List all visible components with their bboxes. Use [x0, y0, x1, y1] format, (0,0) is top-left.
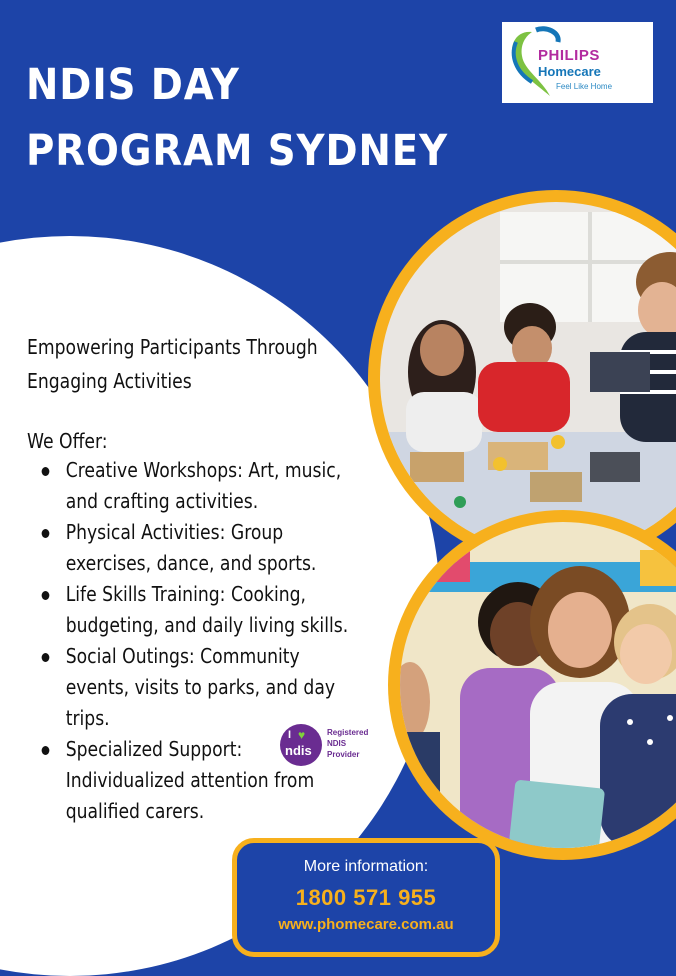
offer-4-line-3: trips. — [65, 706, 110, 730]
offer-2-line-1: Physical Activities: Group — [65, 520, 284, 544]
list-item — [27, 517, 348, 579]
list-item — [27, 455, 348, 517]
offer-5-line-3: qualified carers. — [65, 799, 205, 823]
reg-line-1: Registered — [327, 728, 369, 737]
ndis-i: I — [288, 729, 292, 741]
offer-5-line-1: Specialized Support: — [65, 737, 243, 761]
offer-4-line-1: Social Outings: Community — [65, 644, 300, 668]
classroom-photo — [380, 202, 676, 554]
philips-homecare-logo — [502, 22, 653, 103]
tagline — [27, 330, 318, 398]
phone-number[interactable]: 1800 571 955 — [295, 885, 437, 910]
children-tablet-photo — [400, 522, 676, 848]
logo-slogan: Feel Like Home — [556, 82, 613, 91]
title-line-2: PROGRAM SYDNEY — [26, 126, 449, 176]
offer-5-line-2: Individualized attention from — [65, 768, 315, 792]
reg-line-2: NDIS — [327, 739, 347, 748]
offer-1-line-2: and crafting activities. — [65, 489, 259, 513]
page-title — [26, 52, 448, 184]
offer-3-line-2: budgeting, and daily living skills. — [65, 613, 349, 637]
logo-brand: PHILIPS — [538, 47, 600, 64]
ndis-logo-icon — [280, 724, 322, 766]
logo-name: Homecare — [538, 64, 601, 79]
offer-4-line-2: events, visits to parks, and day — [65, 675, 336, 699]
offer-heading: We Offer: — [27, 429, 108, 453]
list-item — [27, 641, 348, 734]
reg-line-3: Provider — [327, 750, 360, 759]
heart-icon: ♥ — [298, 728, 306, 742]
ndis-word: ndis — [285, 743, 312, 758]
tagline-line-2: Engaging Activities — [27, 369, 192, 393]
offer-list — [27, 455, 348, 827]
title-line-1: NDIS DAY — [26, 60, 240, 110]
tagline-line-1: Empowering Participants Through — [27, 335, 318, 359]
offer-3-line-1: Life Skills Training: Cooking, — [65, 582, 307, 606]
ndis-registered-badge — [280, 724, 380, 768]
website-link[interactable]: www.phomecare.com.au — [278, 916, 454, 933]
contact-box — [232, 838, 500, 957]
offer-2-line-2: exercises, dance, and sports. — [65, 551, 317, 575]
more-info-label: More information: — [303, 858, 429, 875]
list-item — [27, 579, 348, 641]
offer-1-line-1: Creative Workshops: Art, music, — [65, 458, 342, 482]
ndis-registered-text — [327, 727, 368, 760]
